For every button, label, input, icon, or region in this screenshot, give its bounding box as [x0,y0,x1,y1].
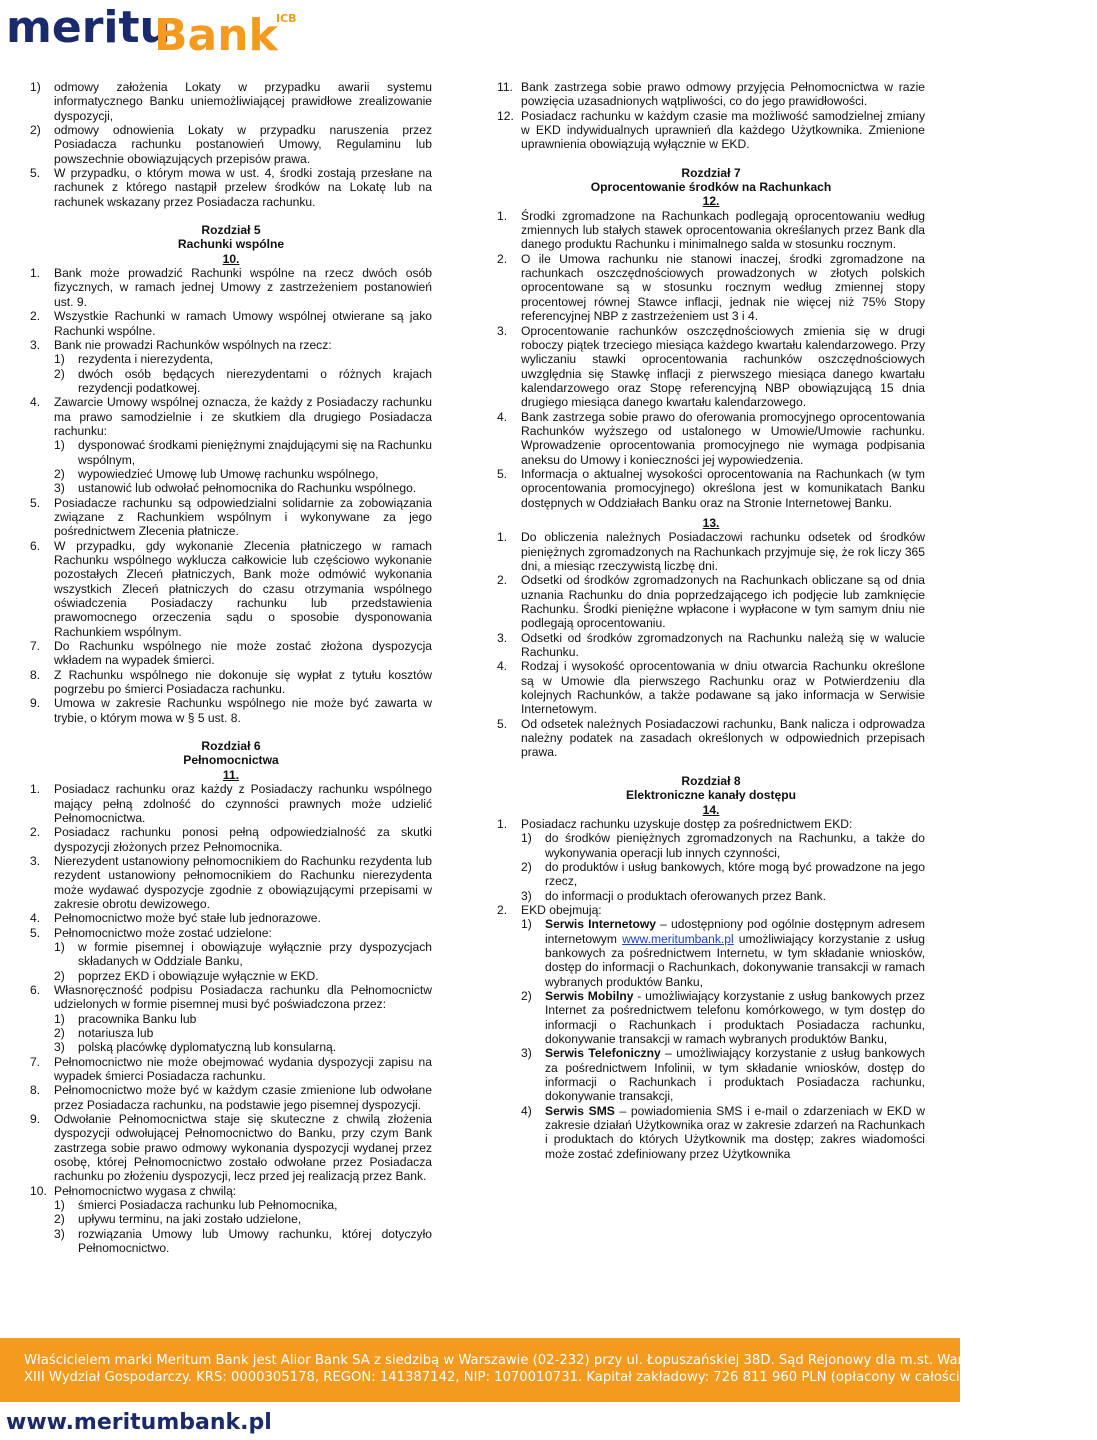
list-item: 1. Do obliczenia należnych Posiadaczowi rachunku odsetek od środków pieniężnych zgromadzonych na Rachunkach przyjmuje się, że rok liczy 365 dni, a miesiąc rzeczywistą liczbę dni. [497,530,925,573]
sub-item-serwis-internetowy: 1) Serwis Internetowy – udostępniony pod ogólnie dostępnym adresem internetowym www.meritumbank.pl umożliwiający korzystanie z usług bankowych za pośrednictwem Internetu, w tym składanie wniosków, dostęp do informacji o Rachunkach, dokonywanie transakcji w ramach wybranych produktów Banku, [521,917,925,989]
sub-item: 3) polską placówkę dyplomatyczną lub konsularną. [54,1040,337,1055]
paragraph-number: 11. [222,767,240,782]
list-item: 3. Nierezydent ustanowiony pełnomocnikiem do Rachunku rezydenta lub rezydent ustanowiony pełnomocnikiem do Rachunku nierezydenta może wydawać dyspozycje zgodnie z obowiązującymi przepisami w zakresie obrotu dewizowego. [30,853,432,911]
sub-item: 2) poprzez EKD i obowiązuje wyłącznie w EKD. [54,968,319,983]
sub-item: 2) notariusza lub [54,1026,154,1040]
list-item: 5. Od odsetek należnych Posiadaczowi rachunku, Bank nalicza i odprowadza należny podatek na zasadach określonych w odpowiednich przepisach prawa. [497,716,925,760]
sub-item: 1) pracownika Banku lub [54,1011,197,1026]
footer-bar [0,1338,1097,1402]
list-item: 6. Własnoręczność podpisu Posiadacza rachunku dla Pełnomocnictw udzielonych w formie pisemnej musi być poświadczona przez: [30,982,432,1012]
section-title: Rozdział 6 [201,739,261,754]
section-title: Rozdział 7 [681,165,741,180]
sub-item: 3) do informacji o produktach oferowanych przez Bank. [521,888,826,903]
paragraph-number: 14. [702,802,720,817]
sub-item: 1) do środków pieniężnych zgromadzonych na Rachunku, a także do wykonywania operacji lub innych czynności, [521,831,925,860]
section-name: Rachunki wspólne [177,237,285,252]
footer-line-2: XIII Wydział Gospodarczy. KRS: 0000305178, REGON: 141387142, NIP: 1070010731. Kapitał zakładowy: 726 811 960 PLN (opłacony w całości). [24,1370,970,1385]
left-column [30,80,432,1256]
sub-item-serwis-mobilny: 2) Serwis Mobilny - umożliwiający korzystanie z usług bankowych przez Internet za pośrednictwem telefonu komórkowego, w tym dostęp do informacji o Rachunkach i produktach Posiadacza rachunku, dokonywanie transakcji w ramach wybranych produktów Banku, [521,988,925,1046]
sub-item: 1) śmierci Posiadacza rachunku lub Pełnomocnika, [54,1198,338,1213]
list-item: 7. Do Rachunku wspólnego nie może zostać złożona dyspozycja wkładem na wypadek śmierci. [30,639,432,668]
list-item: 1. Posiadacz rachunku uzyskuje dostęp za pośrednictwem EKD: [497,816,853,831]
list-item: 1) odmowy założenia Lokaty w przypadku awarii systemu informatycznego Banku uniemożliwiającej prawidłowe zrealizowanie dyspozycji, [30,80,432,123]
list-item: 7. Pełnomocnictwo nie może obejmować wydania dyspozycji zapisu na wypadek śmierci Posiadacza rachunku. [30,1054,432,1084]
list-item: 2. Wszystkie Rachunki w ramach Umowy wspólnej otwierane są jako Rachunki wspólne. [30,309,432,338]
logo-graphic [4,2,304,61]
list-item: 2) odmowy odnowienia Lokaty w przypadku naruszenia przez Posiadacza rachunku postanowień Umowy, Regulaminu lub powszechnie obowiązujących przepisów prawa. [30,123,432,166]
sub-item-serwis-sms: 4) Serwis SMS – powiadomienia SMS i e-mail o zdarzeniach w EKD w zakresie działań Użytkownika oraz w zakresie zdarzeń na Rachunkach i produktach do których Użytkownik ma dostęp; zakres wiadomości może zostać zdefiniowany przez Użytkownika [521,1103,925,1161]
sub-item: 2) dwóch osób będących nierezydentami o różnych krajach rezydencji podatkowej. [54,366,432,395]
list-item: 2. O ile Umowa rachunku nie stanowi inaczej, środki zgromadzone na rachunkach oszczędnościowych prowadzonych w złotych polskich oprocentowane są w stosunku rocznym według zmiennej stopy procentowej równej Stawce inflacji, jednak nie więcej niż 75% Stopy referencyjnej NBP z zastrzeżeniem ust 3 i 4. [497,251,925,324]
list-item: 4. Zawarcie Umowy wspólnej oznacza, że każdy z Posiadaczy rachunku ma prawo samodzielnie i ze skutkiem dla drugiego Posiadacza rachunku: [30,395,432,438]
sub-item: 1) dysponować środkami pieniężnymi znajdującymi się na Rachunku wspólnym, [54,438,432,467]
meritumbank-link[interactable]: www.meritumbank.pl [622,931,734,946]
section-name: Oprocentowanie środków na Rachunkach [590,180,832,195]
list-item: 10. Pełnomocnictwo wygasa z chwilą: [30,1183,237,1198]
list-item: 8. Z Rachunku wspólnego nie dokonuje się wypłat z tytułu kosztów pogrzebu po śmierci Posiadacza rachunku. [30,667,432,697]
list-item: 6. W przypadku, gdy wykonanie Zlecenia płatniczego w ramach Rachunku wspólnego wyklucza całkowicie lub częściowo wykonanie pozostałych Zleceń płatniczych, Bank może odmówić wykonania wszystkich Zleceń płatniczych do czasu otrzymania wspólnego oświadczenia Posiadaczy rachunku lub przedstawienia prawomocnego orzeczenia sądu o sposobie dysponowania Rachunkiem wspólnym. [30,538,432,639]
list-item: 5. Pełnomocnictwo może zostać udzielone: [30,925,272,940]
logo-word-meritu: meritu [6,2,171,53]
list-item: 5. W przypadku, o którym mowa w ust. 4, środki zostają przesłane na rachunek z którego nastąpił przelew środków na Lokatę lub na rachunek wskazany przez Posiadacza rachunku. [30,166,432,209]
paragraph-number: 12. [702,194,720,209]
list-item: 3. Oprocentowanie rachunków oszczędnościowych zmienia się w drugi roboczy piątek trzeciego miesiąca każdego kwartału kalendarzowego. Przy wyliczaniu stawki oprocentowania rachunków oszczędnościowych uwzględnia się Stawkę inflacji z pierwszego miesiąca danego kwartału kalendarzowego oraz Stopę referencyjną NBP obowiązującą 15 dnia drugiego miesiąca danego kwartału kalendarzowego. [497,323,925,410]
list-item: 9. Umowa w zakresie Rachunku wspólnego nie może być zawarta w trybie, o którym mowa w § 5 ust. 8. [30,696,432,725]
list-item: 4. Pełnomocnictwo może być stałe lub jednorazowe. [30,911,321,926]
section-name: Elektroniczne kanały dostępu [625,788,797,803]
list-item: 12. Posiadacz rachunku w każdym czasie ma możliwość samodzielnej zmiany w EKD indywidualnych uprawnień dla każdego Użytkownika. Zmienione uprawnienia obowiązują wyłącznie w EKD. [497,108,925,152]
list-item: 1. Posiadacz rachunku oraz każdy z Posiadaczy rachunku wspólnego mający pełną zdolność do czynności prawnych może udzielić Pełnomocnictwa. [30,782,432,825]
sub-item: 3) rozwiązania Umowy lub Umowy rachunku, której dotyczyło Pełnomocnictwo. [54,1226,432,1256]
sub-item: 2) wypowiedzieć Umowę lub Umowę rachunku wspólnego, [54,466,379,481]
logo-word-bank: Bank [154,10,278,61]
sub-item: 3) ustanowić lub odwołać pełnomocnika do Rachunku wspólnego. [54,481,417,496]
footer-line-1: Właścicielem marki Meritum Bank jest Alior Bank SA z siedzibą w Warszawie (02-232) przy ul. Łopuszańskiej 38D. Sąd Rejonowy dla m.st. Warszawy w Warszawie, [24,1353,1097,1368]
sub-item: 2) upływu terminu, na jaki zostało udzielone, [54,1212,302,1227]
list-item: 11. Bank zastrzega sobie prawo odmowy przyjęcia Pełnomocnictwa w razie powzięcia uzasadnionych wątpliwości, co do jego prawidłowości. [497,80,925,109]
meritum-bank-logo [4,2,304,61]
section-title: Rozdział 5 [201,223,261,238]
section-title: Rozdział 8 [681,773,741,788]
list-item: 4. Bank zastrzega sobie prawo do oferowania promocyjnego oprocentowania Rachunków wyższego od ustalonego w Umowie/Umowie rachunku. Wprowadzenie oprocentowania promocyjnego nie wymaga podpisania aneksu do Umowy i konieczności jej wypowiedzenia. [497,409,925,467]
right-column [497,80,925,1161]
sub-item: 1) w formie pisemnej i obowiązuje wyłącznie przy dyspozycjach składanych w Oddziale Banku, [54,939,432,969]
list-item: 3. Bank nie prowadzi Rachunków wspólnych na rzecz: [30,337,332,352]
list-continued [30,80,432,166]
list-item: 1. Środki zgromadzone na Rachunkach podlegają oprocentowaniu według zmiennych lub stałych stawek oprocentowania określanych przez Bank dla danego produktu Rachunku i minimalnego salda w stosunku rocznym. [497,208,925,252]
section-name: Pełnomocnictwa [183,753,279,768]
list-item: 1. Bank może prowadzić Rachunki wspólne na rzecz dwóch osób fizycznych, w ramach jednej Umowy z zastrzeżeniem postanowień ust. 9. [30,266,432,309]
sub-item: 1) rezydenta i nierezydenta, [54,352,214,367]
list-item: 2. EKD obejmują: [497,902,602,917]
list-item: 8. Pełnomocnictwo może być w każdym czasie zmienione lub odwołane przez Posiadacza rachunku, na podstawie jego pisemnej dyspozycji. [30,1083,432,1112]
paragraph-number: 13. [702,515,720,530]
website-address[interactable]: www.meritumbank.pl [6,1410,272,1435]
list-item: 5. Posiadacze rachunku są odpowiedzialni solidarnie za zobowiązania związane z Rachunkiem wspólnym i wykonywane za jego pośrednictwem Zlecenia płatnicze. [30,495,432,539]
list-item: 5. Informacja o aktualnej wysokości oprocentowania na Rachunkach (w tym oprocentowania promocyjnego) określona jest w komunikatach Banku dostępnych w Oddziałach Banku oraz na Stronie Internetowej Banku. [497,466,925,510]
sub-item-serwis-telefoniczny: 3) Serwis Telefoniczny – umożliwiający korzystanie z usług bankowych za pośrednictwem Infolinii, w tym składanie wniosków, dostęp do informacji o Rachunkach i produktach Posiadacza rachunku, dokonywanie transakcji, [521,1046,925,1104]
list-item: 2. Posiadacz rachunku ponosi pełną odpowiedzialność za skutki dyspozycji złożonych przez Pełnomocnika. [30,825,432,854]
logo-badge-icb: ICB [276,12,297,25]
list-item: 2. Odsetki od środków zgromadzonych na Rachunkach obliczane są od dnia uznania Rachunku do dnia poprzedzającego ich podjęcie lub zamknięcie Rachunku. Środki pieniężne wpłacone i wypłacone w tym samym dniu nie podlegają oprocentowaniu. [497,573,925,631]
list-item: 4. Rodzaj i wysokość oprocentowania w dniu otwarcia Rachunku określone są w Umowie dla pierwszego Rachunku oraz w Potwierdzeniu dla kolejnych Rachunków, a także podawane są jako informacja w Serwisie Internetowym. [497,659,925,717]
list-item: 3. Odsetki od środków zgromadzonych na Rachunku należą się w walucie Rachunku. [497,630,925,660]
sub-item: 2) do produktów i usług bankowych, które mogą być prowadzone na jego rzecz, [521,859,925,889]
paragraph-number: 10. [222,251,240,266]
list-item: 9. Odwołanie Pełnomocnictwa staje się skuteczne z chwilą złożenia dyspozycji odwołującej Pełnomocnictwo do Banku, przy czym Bank zastrzega sobie prawo odmowy wykonania dyspozycji wydanej przez osobę, której Pełnomocnictwo zostało odwołane przez Posiadacza rachunku po złożeniu dyspozycji, lecz przed jej realizacją przez Bank. [30,1112,432,1184]
